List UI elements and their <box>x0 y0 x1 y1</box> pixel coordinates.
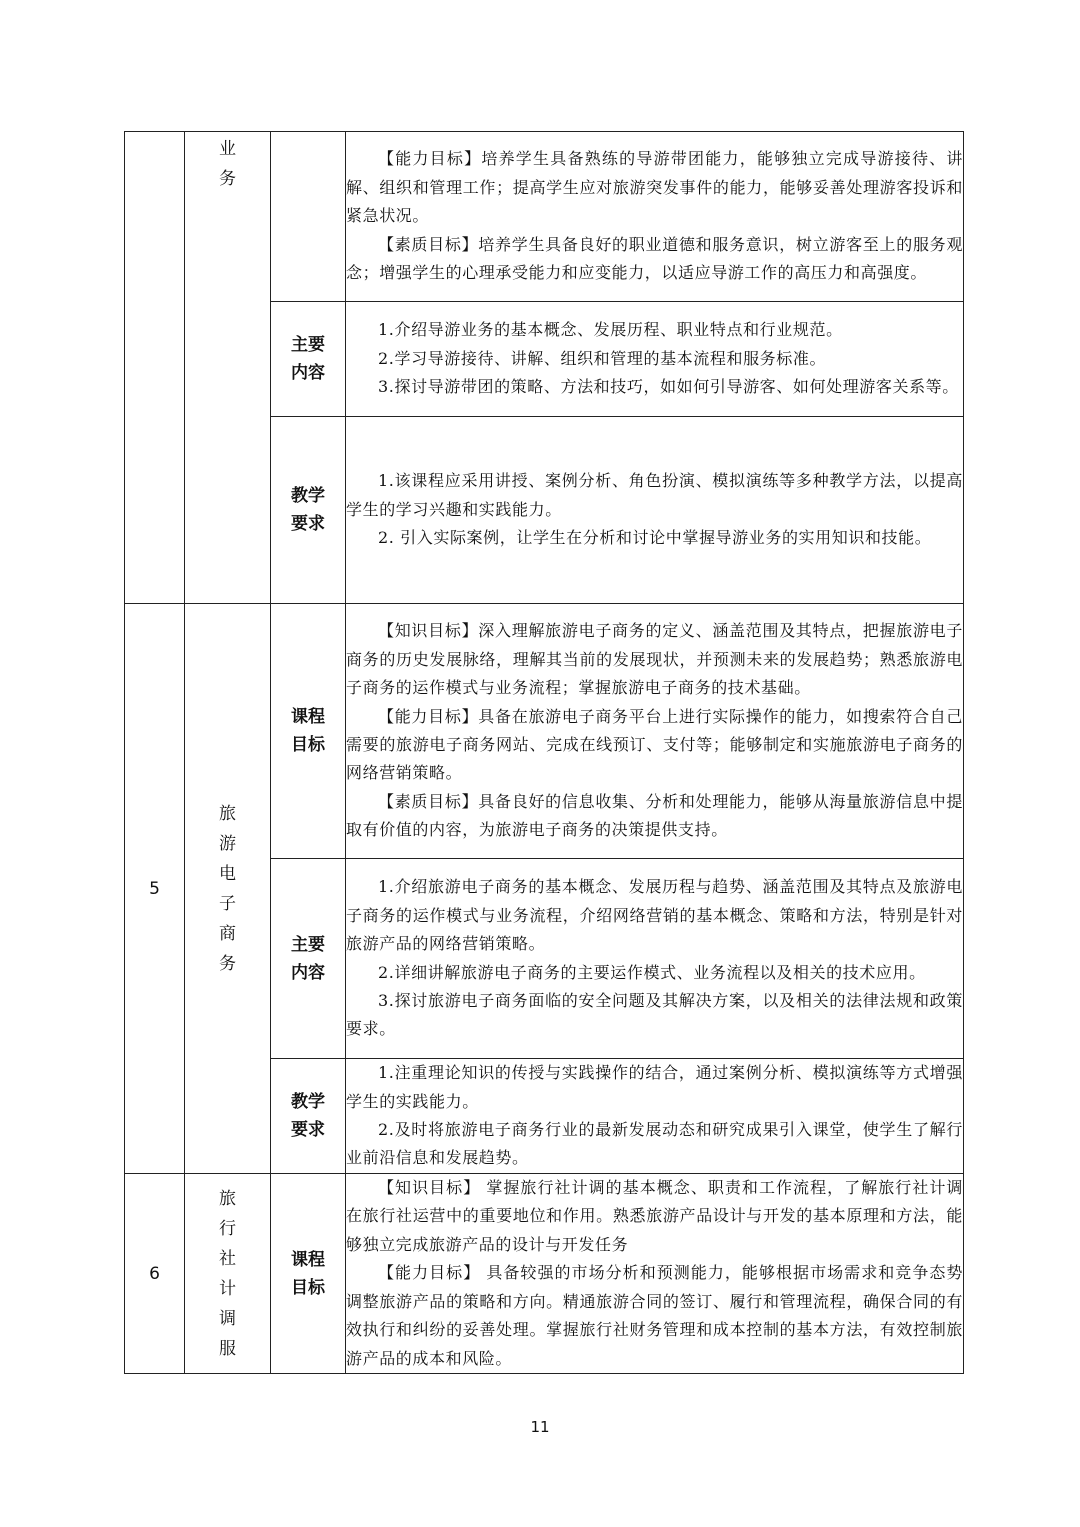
paragraph: 2.详细讲解旅游电子商务的主要运作模式、业务流程以及相关的技术应用。 <box>378 962 926 982</box>
course-name: 业 务 <box>185 132 271 604</box>
section-content <box>346 302 964 417</box>
course-number <box>125 132 185 604</box>
paragraph: 【能力目标】具备在旅游电子商务平台上进行实际操作的能力，如搜索符合自己需要的旅游电子商务网站、完成在线预订、支付等；能够制定和实施旅游电子商务的网络营销策略。 <box>346 706 963 783</box>
paragraph: 2.学习导游接待、讲解、组织和管理的基本流程和服务标准。 <box>378 348 827 368</box>
section-label: 教学 要求 <box>271 1059 346 1174</box>
paragraph: 3.探讨旅游电子商务面临的安全问题及其解决方案，以及相关的法律法规和政策要求。 <box>346 990 963 1039</box>
paragraph: 3.探讨导游带团的策略、方法和技巧，如如何引导游客、如何处理游客关系等。 <box>378 377 959 397</box>
course-number: 5 <box>125 604 185 1174</box>
paragraph: 1.该课程应采用讲授、案例分析、角色扮演、模拟演练等多种教学方法，以提高学生的学习兴趣和实践能力。 <box>346 471 963 519</box>
section-label: 课程 目标 <box>271 1174 346 1374</box>
course-name: 旅 游 电 子 商 务 <box>185 604 271 1174</box>
paragraph: 1.介绍旅游电子商务的基本概念、发展历程与趋势、涵盖范围及其特点及旅游电子商务的运作模式与业务流程，介绍网络营销的基本概念、策略和方法，特别是针对旅游产品的网络营销策略。 <box>346 877 963 954</box>
section-label <box>271 132 346 302</box>
section-content <box>346 417 964 604</box>
section-content <box>346 604 964 859</box>
paragraph: 【素质目标】培养学生具备良好的职业道德和服务意识，树立游客至上的服务观念；增强学生的心理承受能力和应变能力，以适应导游工作的高压力和高强度。 <box>346 234 963 283</box>
section-content <box>346 859 964 1059</box>
section-content <box>346 132 964 302</box>
paragraph: 【能力目标】 具备较强的市场分析和预测能力，能够根据市场需求和竞争态势调整旅游产品的策略和方向。精通旅游合同的签订、履行和管理流程，确保合同的有效执行和纠纷的妥善处理。掌握旅行社财务管理和成本控制的基本方法，有效控制旅游产品的成本和风险。 <box>346 1263 963 1368</box>
section-content <box>346 1059 964 1174</box>
section-label: 课程 目标 <box>271 604 346 859</box>
paragraph: 1.注重理论知识的传授与实践操作的结合，通过案例分析、模拟演练等方式增强学生的实践能力。 <box>346 1063 963 1111</box>
paragraph: 【素质目标】具备良好的信息收集、分析和处理能力，能够从海量旅游信息中提取有价值的内容，为旅游电子商务的决策提供支持。 <box>346 791 963 840</box>
section-label: 主要 内容 <box>271 302 346 417</box>
section-label: 教学 要求 <box>271 417 346 604</box>
table-row <box>125 132 964 302</box>
course-name: 旅 行 社 计 调 服 <box>185 1174 271 1374</box>
section-label: 主要 内容 <box>271 859 346 1059</box>
paragraph: 【知识目标】深入理解旅游电子商务的定义、涵盖范围及其特点，把握旅游电子商务的历史发展脉络，理解其当前的发展现状，并预测未来的发展趋势；熟悉旅游电子商务的运作模式与业务流程；掌握旅游电子商务的技术基础。 <box>346 621 963 698</box>
section-content <box>346 1174 964 1374</box>
page-number: 11 <box>530 1418 550 1436</box>
paragraph: 1.介绍导游业务的基本概念、发展历程、职业特点和行业规范。 <box>378 320 843 340</box>
table-row <box>125 604 964 859</box>
paragraph: 2.及时将旅游电子商务行业的最新发展动态和研究成果引入课堂，使学生了解行业前沿信息和发展趋势。 <box>346 1120 963 1168</box>
paragraph: 【能力目标】培养学生具备熟练的导游带团能力，能够独立完成导游接待、讲解、组织和管理工作；提高学生应对旅游突发事件的能力，能够妥善处理游客投诉和紧急状况。 <box>346 149 963 226</box>
course-table <box>124 131 964 1374</box>
course-number: 6 <box>125 1174 185 1374</box>
table-row <box>125 1174 964 1374</box>
paragraph: 2. 引入实际案例，让学生在分析和讨论中掌握导游业务的实用知识和技能。 <box>378 528 932 548</box>
paragraph: 【知识目标】 掌握旅行社计调的基本概念、职责和工作流程，了解旅行社计调在旅行社运营中的重要地位和作用。熟悉旅游产品设计与开发的基本原理和方法，能够独立完成旅游产品的设计与开发任务 <box>346 1178 963 1254</box>
